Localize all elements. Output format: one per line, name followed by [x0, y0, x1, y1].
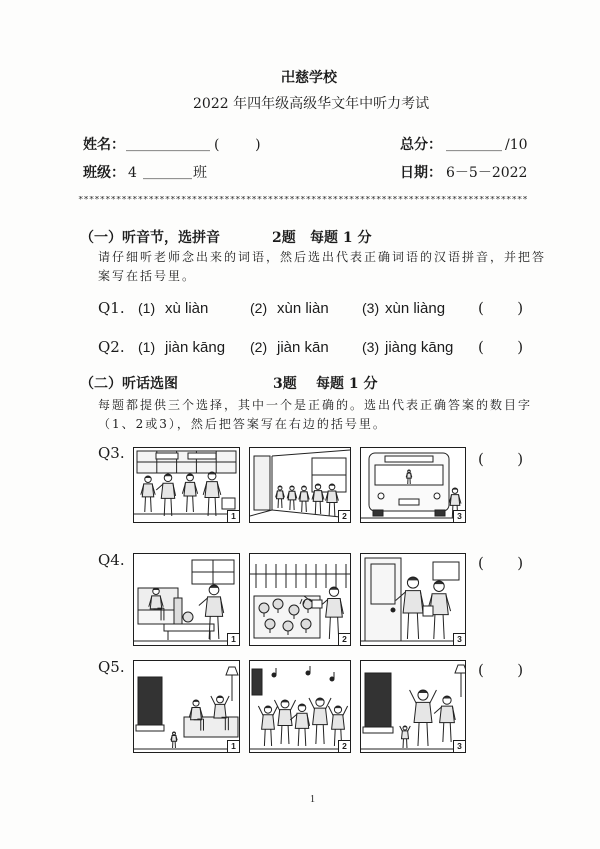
q3-option-3-illustration — [361, 448, 465, 522]
q4-label: Q4. — [98, 551, 125, 569]
bus-headlight — [378, 493, 384, 499]
plant — [289, 605, 299, 615]
person-hair — [173, 732, 176, 733]
person-hair — [335, 706, 341, 708]
q5-answer-bracket[interactable]: ( ) — [478, 661, 524, 679]
person-leg — [298, 728, 299, 746]
music-note-icon — [272, 668, 276, 677]
person-body — [327, 491, 337, 503]
television — [252, 669, 262, 695]
section-1-points: 每题 1 分 — [310, 230, 372, 246]
person-hair — [302, 486, 306, 487]
person-body — [313, 491, 323, 502]
person-hair — [290, 486, 294, 487]
q2-label: Q2. — [98, 338, 125, 356]
q5-option-3-picture — [360, 660, 466, 753]
person-leg — [281, 726, 282, 744]
score-total: /10 — [505, 137, 528, 153]
bus-plate — [399, 499, 419, 505]
person-leg — [417, 613, 418, 639]
person-body — [262, 715, 275, 729]
person-figure — [312, 484, 324, 514]
person-body — [205, 597, 222, 616]
section-2-question-count: 3题 — [273, 376, 297, 392]
q4-option-2-picture — [249, 553, 351, 646]
person-hair — [265, 706, 271, 708]
plant — [259, 603, 269, 613]
person-hair — [403, 726, 407, 727]
doorway — [254, 456, 270, 510]
person-leg — [305, 728, 306, 746]
person-figure — [276, 486, 285, 508]
plant — [301, 619, 311, 629]
person-figure — [309, 698, 331, 744]
q3-label: Q3. — [98, 444, 125, 462]
q1-option-3-number: (3) — [362, 300, 380, 316]
person-leg — [450, 723, 451, 742]
section-1-heading: （一）听音节，选拼音 — [80, 230, 220, 246]
class-number-bracket[interactable]: ( ) — [214, 137, 261, 153]
exam-title: 2022 年四年级高级华文年中听力考试 — [193, 96, 430, 112]
person-hair — [145, 476, 151, 478]
person-leg — [329, 617, 330, 639]
person-leg — [329, 503, 330, 516]
person-body — [278, 710, 292, 726]
person-arm — [328, 706, 333, 716]
person-hair — [408, 470, 410, 471]
q5-option-1-picture — [133, 660, 240, 753]
q2-option-1-pinyin: jiàn kāng — [165, 339, 226, 356]
person-body — [150, 596, 162, 609]
sofa-arm — [174, 598, 182, 624]
lamp-shade — [226, 667, 238, 675]
q1-option-1-number: (1) — [138, 300, 156, 316]
person-leg — [418, 722, 419, 746]
q2-option-2-number: (2) — [250, 339, 268, 355]
person-arm — [225, 696, 230, 705]
bus-destination-sign — [385, 456, 433, 462]
plant — [283, 621, 293, 631]
person-figure — [182, 474, 197, 512]
bus-wheel — [373, 510, 383, 516]
q5-label: Q5. — [98, 658, 125, 676]
q4-option-1-number: 1 — [227, 633, 239, 645]
person-leg — [187, 496, 188, 512]
score-label: 总分： — [400, 137, 442, 153]
handbag — [423, 606, 433, 616]
person-figure — [319, 587, 343, 639]
person-hair — [153, 588, 159, 590]
person-hair — [193, 700, 199, 702]
person-figure — [410, 690, 437, 746]
music-note-head — [272, 673, 276, 677]
person-figure — [290, 704, 309, 746]
shopping-basket — [222, 498, 235, 509]
person-leg — [306, 501, 307, 512]
door-handle — [391, 608, 395, 612]
q5-option-3-number: 3 — [453, 740, 465, 752]
person-body — [401, 731, 408, 739]
q3-option-1-illustration — [134, 448, 239, 522]
q3-option-3-number: 3 — [453, 510, 465, 522]
asterisk-separator: *********************************************************************************** — [78, 196, 528, 205]
q5-option-2-picture — [249, 660, 351, 753]
q1-option-2-number: (2) — [250, 300, 268, 316]
page-number: 1 — [310, 794, 315, 805]
plant — [265, 619, 275, 629]
person-leg — [315, 501, 316, 514]
q4-option-3-illustration — [361, 554, 465, 645]
q3-answer-bracket[interactable]: ( ) — [478, 450, 524, 468]
person-figure — [326, 484, 339, 516]
person-body — [295, 713, 308, 728]
person-leg — [288, 726, 289, 744]
q1-option-3-pinyin: xùn liàng — [385, 300, 446, 317]
q5-option-1-number: 1 — [227, 740, 239, 752]
person-body — [161, 483, 174, 498]
person-leg — [264, 729, 265, 746]
section-2-instructions-line-1: 每题都提供三个选择，其中一个是正确的。选出代表正确答案的数目字 — [98, 398, 533, 412]
q3-option-1-number: 1 — [227, 510, 239, 522]
floor-line — [250, 510, 272, 516]
person-figure — [171, 732, 177, 748]
q2-option-2-pinyin: jiàn kān — [277, 339, 329, 356]
person-leg — [151, 497, 152, 512]
person-arm — [309, 698, 315, 709]
person-body — [326, 598, 343, 617]
person-arm — [410, 690, 417, 703]
person-leg — [215, 498, 216, 516]
person-hair — [453, 488, 458, 489]
person-leg — [320, 501, 321, 514]
q5-option-3-illustration — [361, 661, 465, 752]
person-body — [403, 591, 423, 613]
person-arm — [400, 726, 403, 731]
lamp-shade — [455, 665, 465, 673]
q1-option-1-pinyin: xù liàn — [165, 300, 209, 317]
person-body — [450, 495, 460, 506]
person-figure — [156, 474, 175, 516]
television — [138, 677, 162, 725]
person-leg — [316, 725, 317, 744]
person-figure — [141, 476, 155, 512]
person-leg — [302, 501, 303, 512]
q3-option-2-number: 2 — [338, 510, 350, 522]
tv-stand — [363, 727, 393, 733]
q4-option-1-picture — [133, 553, 240, 646]
potted-plant — [183, 612, 193, 622]
section-2-heading: （二）听话选图 — [80, 376, 178, 392]
person-arm — [326, 698, 332, 709]
person-body — [205, 482, 219, 498]
date-value: 6－5－2022 — [446, 165, 528, 181]
person-leg — [427, 722, 428, 746]
person-figure — [287, 486, 297, 510]
person-hair — [316, 484, 321, 485]
q1-option-2-pinyin: xùn liàn — [277, 300, 329, 317]
person-leg — [208, 498, 209, 516]
section-2-instructions-line-2: （1、2或3），然后把答案写在右边的括号里。 — [98, 417, 387, 431]
person-body — [332, 715, 345, 729]
person-leg — [323, 725, 324, 744]
coffee-table — [164, 624, 214, 631]
name-blank[interactable]: ____________ — [126, 136, 210, 152]
person-leg — [145, 497, 146, 512]
person-arm — [274, 700, 279, 711]
person-figure — [274, 700, 295, 744]
person-body — [142, 484, 154, 497]
person-hair — [278, 486, 282, 487]
door-frame — [365, 558, 401, 641]
section-1-question-count: 2题 — [272, 230, 296, 246]
q1-label: Q1. — [98, 299, 125, 317]
person-body — [313, 708, 328, 725]
person-hair — [329, 484, 334, 485]
shop-sign — [188, 453, 216, 459]
q4-option-3-picture — [360, 553, 466, 646]
q1-answer-bracket[interactable]: ( ) — [478, 299, 524, 317]
person-figure — [400, 726, 411, 748]
music-note-head — [330, 677, 334, 681]
person-arm — [211, 696, 216, 705]
person-arm — [343, 706, 348, 716]
person-arm — [290, 700, 295, 711]
section-2-points: 每题 1 分 — [316, 376, 378, 392]
q4-option-3-number: 3 — [453, 633, 465, 645]
q4-answer-bracket[interactable]: ( ) — [478, 554, 524, 572]
q3-option-1-picture — [133, 447, 240, 523]
person-hair — [187, 474, 193, 476]
q4-option-2-number: 2 — [338, 633, 350, 645]
person-arm — [408, 726, 411, 731]
wall-picture — [433, 562, 459, 580]
television — [365, 673, 391, 727]
class-label: 班级： — [83, 165, 125, 181]
shop-sign — [156, 453, 178, 459]
section-1-instructions-line-1: 请仔细听老师念出来的词语，然后选出代表正确词语的汉语拼音，并把答 — [98, 250, 547, 264]
plant — [273, 599, 283, 609]
person-leg — [218, 616, 219, 639]
person-body — [214, 704, 226, 718]
q4-option-2-illustration — [250, 554, 350, 645]
tv-stand — [136, 725, 164, 731]
person-body — [414, 702, 432, 722]
q5-option-1-illustration — [134, 661, 239, 752]
class-suffix: 班 — [193, 165, 207, 181]
person-arm — [430, 690, 437, 703]
person-body — [440, 706, 455, 723]
q2-answer-bracket[interactable]: ( ) — [478, 338, 524, 356]
bus-headlight — [434, 493, 440, 499]
person-leg — [193, 496, 194, 512]
q2-option-3-pinyin: jiàng kāng — [385, 339, 454, 356]
music-note-icon — [330, 672, 334, 681]
q2-option-1-number: (1) — [138, 339, 156, 355]
person-leg — [271, 729, 272, 746]
person-leg — [443, 723, 444, 742]
person-leg — [407, 613, 408, 639]
person-figure — [203, 472, 221, 516]
school-name: 卍慈学校 — [281, 70, 337, 86]
person-arm — [258, 706, 263, 716]
person-leg — [171, 498, 172, 516]
q3-option-2-picture — [249, 447, 351, 523]
watering-can — [312, 600, 322, 608]
person-figure — [434, 696, 455, 742]
q4-option-1-illustration — [134, 554, 239, 645]
person-leg — [443, 615, 444, 639]
person-leg — [164, 498, 165, 516]
q5-option-2-illustration — [250, 661, 350, 752]
person-body — [184, 482, 196, 496]
music-note-head — [306, 671, 310, 675]
person-hair — [217, 696, 223, 698]
q5-option-2-number: 2 — [338, 740, 350, 752]
person-leg — [434, 615, 435, 639]
bus-wheel — [435, 510, 445, 516]
section-1-instructions-line-2: 案写在括号里。 — [98, 269, 197, 283]
person-leg — [334, 503, 335, 516]
date-label: 日期： — [400, 165, 442, 181]
person-body — [191, 707, 202, 719]
person-leg — [334, 729, 335, 746]
person-arm — [273, 706, 278, 716]
class-grade: 4 — [128, 165, 137, 181]
person-figure — [299, 486, 309, 512]
q3-option-2-illustration — [250, 448, 350, 522]
score-blank[interactable]: ________ — [446, 136, 502, 152]
person-figure — [258, 706, 277, 746]
ceiling-line — [272, 450, 350, 456]
q3-option-3-picture — [360, 447, 466, 523]
class-blank[interactable]: _______ — [143, 164, 192, 180]
name-label: 姓名： — [83, 137, 125, 153]
music-note-icon — [306, 666, 310, 675]
q2-option-3-number: (3) — [362, 339, 380, 355]
